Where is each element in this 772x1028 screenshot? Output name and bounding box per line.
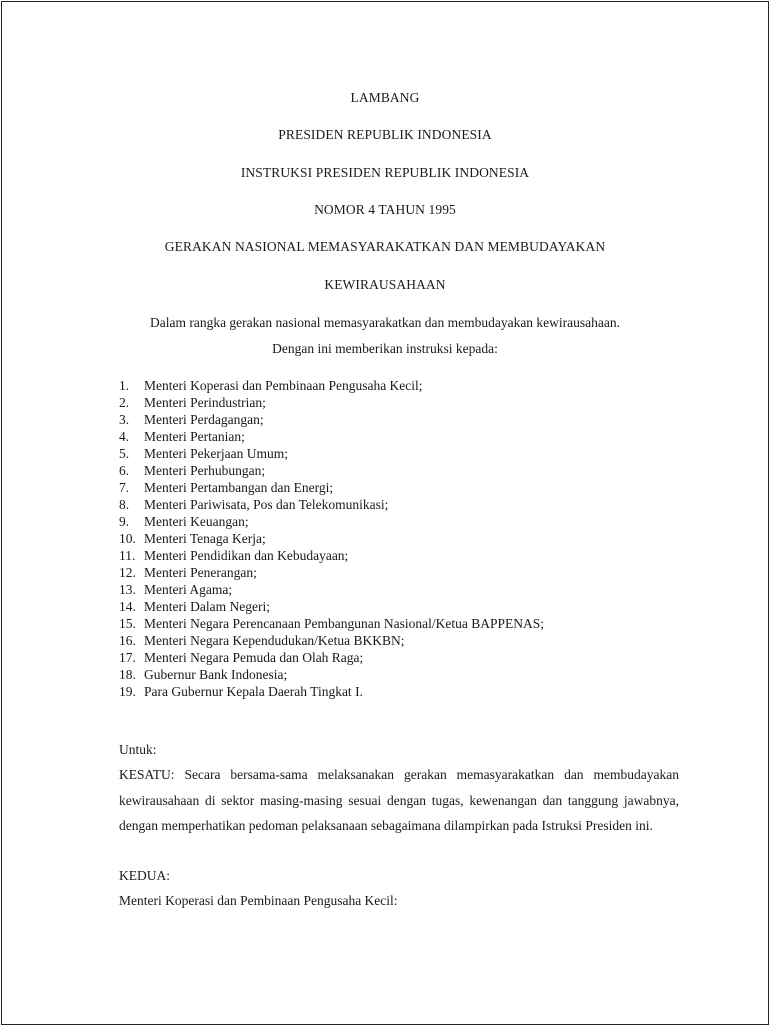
kedua-label: KEDUA: bbox=[119, 868, 170, 883]
list-number: 17. bbox=[119, 650, 136, 665]
list-number: 16. bbox=[119, 633, 136, 648]
list-text: Menteri Pertanian; bbox=[144, 429, 245, 444]
list-number: 8. bbox=[119, 497, 130, 512]
list-number: 10. bbox=[119, 531, 136, 546]
list-number: 6. bbox=[119, 463, 130, 478]
list-number: 5. bbox=[119, 446, 130, 461]
list-text: Menteri Keuangan; bbox=[144, 514, 249, 529]
list-text: Menteri Negara Perencanaan Pembangunan Nasional/Ketua BAPPENAS; bbox=[144, 616, 545, 631]
list-text: Menteri Pendidikan dan Kebudayaan; bbox=[144, 548, 349, 563]
list-number: 13. bbox=[119, 582, 136, 597]
list-item bbox=[119, 615, 544, 632]
list-text: Para Gubernur Kepala Daerah Tingkat I. bbox=[144, 684, 363, 699]
list-item bbox=[119, 411, 544, 428]
list-text: Menteri Perdagangan; bbox=[144, 412, 264, 427]
list-number: 9. bbox=[119, 514, 130, 529]
list-text: Menteri Perhubungan; bbox=[144, 463, 266, 478]
heading-presiden: PRESIDEN REPUBLIK INDONESIA bbox=[278, 127, 492, 142]
list-number: 7. bbox=[119, 480, 130, 495]
heading-lambang: LAMBANG bbox=[350, 90, 420, 105]
preamble-text: Dalam rangka gerakan nasional memasyarakatkan dan membudayakan kewirausahaan. bbox=[149, 315, 621, 330]
list-number: 4. bbox=[119, 429, 130, 444]
list-text: Menteri Pekerjaan Umum; bbox=[144, 446, 288, 461]
list-item bbox=[119, 666, 544, 683]
list-item bbox=[119, 598, 544, 615]
list-number: 11. bbox=[119, 548, 136, 563]
list-item bbox=[119, 496, 544, 513]
list-number: 3. bbox=[119, 412, 130, 427]
list-number: 2. bbox=[119, 395, 130, 410]
list-text: Menteri Negara Kependudukan/Ketua BKKBN; bbox=[144, 633, 405, 648]
list-text: Menteri Dalam Negeri; bbox=[144, 599, 270, 614]
list-text: Menteri Perindustrian; bbox=[144, 395, 266, 410]
heading-nomor: NOMOR 4 TAHUN 1995 bbox=[314, 202, 456, 217]
heading-title-line1: GERAKAN NASIONAL MEMASYARAKATKAN DAN MEMBUDAYAKAN bbox=[164, 239, 606, 254]
untuk-label: Untuk: bbox=[119, 742, 157, 757]
list-text: Menteri Pariwisata, Pos dan Telekomunikasi; bbox=[144, 497, 389, 512]
list-item bbox=[119, 513, 544, 530]
list-number: 14. bbox=[119, 599, 136, 614]
list-item bbox=[119, 564, 544, 581]
list-item bbox=[119, 445, 544, 462]
list-item bbox=[119, 547, 544, 564]
list-text: Gubernur Bank Indonesia; bbox=[144, 667, 288, 682]
list-item bbox=[119, 462, 544, 479]
list-text: Menteri Negara Pemuda dan Olah Raga; bbox=[144, 650, 364, 665]
heading-instruksi: INSTRUKSI PRESIDEN REPUBLIK INDONESIA bbox=[240, 165, 530, 180]
list-text: Menteri Tenaga Kerja; bbox=[144, 531, 266, 546]
kedua-text: Menteri Koperasi dan Pembinaan Pengusaha Kecil: bbox=[119, 893, 398, 908]
list-item bbox=[119, 581, 544, 598]
list-text: Menteri Agama; bbox=[144, 582, 233, 597]
instruction-intro: Dengan ini memberikan instruksi kepada: bbox=[272, 341, 498, 356]
list-text: Menteri Pertambangan dan Energi; bbox=[144, 480, 334, 495]
kesatu-paragraph: KESATU: Secara bersama-sama melaksanakan gerakan memasyarakatkan dan membudayakan kewirausahaan di sektor masing-masing sesuai dengan tugas, kewenangan dan tanggung jawabnya, dengan memperhatikan pedoman pelaksanaan sebagaimana dilampirkan pada Istruksi Presiden ini. bbox=[119, 767, 679, 833]
heading-title-line2: KEWIRAUSAHAAN bbox=[324, 277, 446, 292]
list-item bbox=[119, 394, 544, 411]
list-text: Menteri Koperasi dan Pembinaan Pengusaha Kecil; bbox=[144, 378, 423, 393]
recipient-list bbox=[119, 377, 544, 700]
list-item bbox=[119, 649, 544, 666]
list-number: 19. bbox=[119, 684, 136, 699]
document-page bbox=[1, 1, 769, 1025]
list-item bbox=[119, 377, 544, 394]
list-item bbox=[119, 632, 544, 649]
list-text: Menteri Penerangan; bbox=[144, 565, 257, 580]
list-item bbox=[119, 428, 544, 445]
list-item bbox=[119, 479, 544, 496]
list-item bbox=[119, 530, 544, 547]
list-number: 12. bbox=[119, 565, 136, 580]
list-item bbox=[119, 683, 544, 700]
list-number: 1. bbox=[119, 378, 130, 393]
list-number: 15. bbox=[119, 616, 136, 631]
list-number: 18. bbox=[119, 667, 136, 682]
